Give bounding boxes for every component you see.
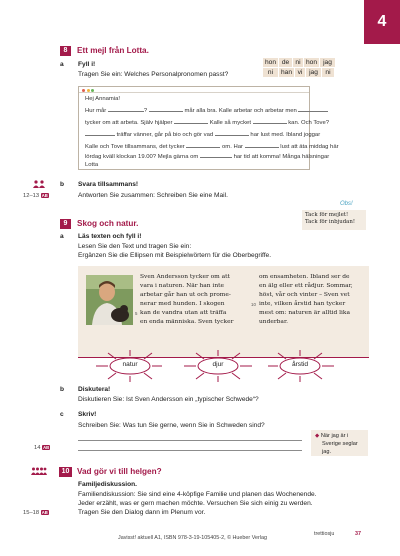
ex9b-letter: b	[60, 386, 65, 393]
ex8b-instruction: Antworten Sie zusammen: Schreiben Sie eine Mail.	[78, 192, 228, 199]
ex9c-instruction: Schreiben Sie: Was tun Sie gerne, wenn Sie in Schweden sind?	[78, 422, 265, 429]
obs-note-box	[302, 210, 366, 230]
workbook-badge-icon: AB	[43, 445, 50, 450]
pronoun-word: han	[280, 69, 292, 76]
chapter-number-tab: 4	[364, 0, 400, 44]
fill-blank[interactable]	[253, 118, 287, 124]
fill-blank[interactable]	[149, 106, 183, 112]
email-line-1: Hur mår ? mår alla bra. Kalle arbetar och arbetar men	[85, 106, 307, 116]
writing-line[interactable]	[78, 450, 302, 451]
line-number-10: 10	[251, 302, 256, 307]
fill-blank[interactable]	[174, 118, 208, 124]
category-label-djur: djur	[212, 361, 224, 368]
group-work-icon	[31, 467, 47, 475]
fill-blank[interactable]	[200, 152, 232, 158]
workbook-reference: 15–18 AB	[23, 510, 48, 517]
reading-text-right: om ensamheten. Ibland ser de en älg eller ett rådjur. Sommar, höst, vår och vinter – Sven vet inte, vilken årstid han tycker mest om: naturen är alltid lika underbar.	[259, 274, 353, 325]
obs-note-line: Tack för inbjudan!	[305, 219, 356, 226]
email-window	[78, 86, 339, 170]
writing-line[interactable]	[78, 440, 302, 441]
email-line-2: tycker om att arbeta. Själv hjälper Kalle så mycket kan. Och Tove?	[85, 120, 330, 126]
line-number-5: 5	[135, 311, 138, 316]
pronoun-word: vi	[295, 68, 305, 77]
exercise-10-title: Vad gör vi till helgen?	[77, 467, 162, 476]
category-label-arstid: årstid	[291, 361, 309, 368]
photo-man-with-dog	[86, 275, 133, 325]
window-close-dot-icon	[82, 89, 85, 92]
exercise-8-title: Ett mejl från Lotta.	[77, 46, 149, 55]
obs-label: Obs!	[340, 201, 353, 207]
pronoun-word: hon	[264, 59, 276, 66]
tip-line: Sverige seglar jag.	[322, 440, 358, 455]
pair-work-icon	[33, 180, 45, 188]
email-signature: Lotta	[85, 162, 99, 168]
pronoun-word: jag	[320, 58, 335, 67]
example-tip-box	[311, 430, 368, 456]
diamond-bullet-icon: ◆	[315, 433, 320, 439]
footer-page-number: 37	[355, 531, 361, 537]
exercise-9-title: Skog och natur.	[77, 219, 139, 228]
workbook-reference: 12–13 AB	[23, 193, 48, 200]
ex9c-letter: c	[60, 411, 64, 418]
window-minimize-dot-icon	[87, 89, 90, 92]
ex9a-instruction-2: Ergänzen Sie die Ellipsen mit Beispielwörtern für die Oberbegriffe.	[78, 252, 272, 259]
window-maximize-dot-icon	[91, 89, 94, 92]
ex8a-heading: Fyll i!	[78, 61, 96, 68]
pronoun-word: jag	[306, 68, 321, 77]
ex8a-instruction: Tragen Sie ein: Welches Personalpronomen passt?	[78, 71, 229, 78]
ex9a-letter: a	[60, 233, 64, 240]
obs-note-line: Tack för mejlet!	[305, 212, 349, 218]
ex8b-heading: Svara tillsammans!	[78, 181, 139, 188]
fill-blank[interactable]	[298, 106, 328, 112]
email-title-bar	[79, 87, 309, 93]
email-greeting: Hej Annamia!	[85, 96, 121, 102]
ex8b-letter: b	[60, 181, 65, 188]
exercise-number-9: 9	[60, 219, 71, 229]
pronoun-word: ni	[293, 58, 303, 67]
email-line-4: Kalle och Tove tillsammans, det tycker om. Har lust att äta middag här	[85, 144, 339, 150]
fill-blank[interactable]	[108, 106, 144, 112]
ex9b-heading: Diskutera!	[78, 386, 111, 393]
fill-blank[interactable]	[85, 130, 115, 136]
pronoun-word: ni	[322, 68, 334, 77]
reading-text-left: Sven Andersson tycker om att vara i naturen. När han inte arbetar går han ut och prome- nerar med hunden. I skogen kan de vandra utan att träffa en enda människa. Sven tycker	[140, 274, 234, 325]
workbook-badge-icon: AB	[41, 510, 48, 515]
email-line-5: lördag kväll klockan 19.00? Mejla gärna om har tid att komma! Många hälsningar	[85, 154, 330, 160]
ex10-line-3: Tragen Sie den Dialog dann im Plenum vor.	[78, 509, 206, 516]
ex10-line-2: Jeder erzählt, was er gern machen möchte. Versuchen Sie sich einig zu werden.	[78, 500, 313, 507]
category-label-natur: natur	[122, 361, 138, 368]
exercise-number-8: 8	[60, 46, 71, 56]
fill-blank[interactable]	[215, 130, 249, 136]
pronoun-word: hon	[305, 59, 317, 66]
ex10-heading: Familjediskussion.	[78, 481, 137, 488]
pronoun-word: de	[279, 58, 292, 67]
ex9c-heading: Skriv!	[78, 411, 97, 418]
pronoun-word: ni	[263, 68, 278, 77]
fill-blank[interactable]	[245, 142, 279, 148]
exercise-number-10: 10	[59, 467, 72, 477]
fill-blank[interactable]	[186, 142, 220, 148]
footer-citation: Javisst! aktuell A1, ISBN 978-3-19-105405-2, © Hueber Verlag	[118, 535, 268, 541]
tip-line: ◆ När jag är i	[315, 433, 349, 439]
ex9a-instruction-1: Lesen Sie den Text und tragen Sie ein:	[78, 243, 192, 250]
email-line-3: träffar vänner, går på bio och gör vad har lust med. Ibland joggar	[85, 130, 307, 140]
workbook-badge-icon: AB	[41, 193, 48, 198]
ex8a-letter: a	[60, 61, 64, 68]
ex10-line-1: Familiendiskussion: Sie sind eine 4-köpfige Familie und planen das Wochenende.	[78, 491, 317, 498]
footer-page-word: trettiosju	[314, 531, 335, 537]
ex9a-heading: Läs texten och fyll i!	[78, 233, 142, 240]
workbook-reference: 14 AB	[34, 445, 50, 452]
ex9b-instruction: Diskutieren Sie: Ist Sven Andersson ein „typischer Schwede“?	[78, 396, 259, 403]
